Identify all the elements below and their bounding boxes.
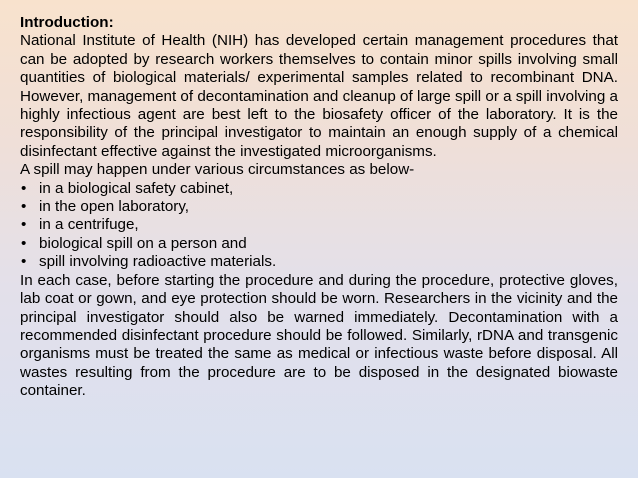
list-item	[20, 253, 618, 271]
list-item	[20, 180, 618, 198]
procedure-paragraph: In each case, before starting the procedure and during the procedure, protective gloves, lab coat or gown, and eye protection should be worn. Researchers in the vicinity and the principal investigator should also be warned immediately. Decontamination with a recommended disinfectant procedure should be followed. Similarly, rDNA and transgenic organisms must be treated the same as medical or infectious waste before disposal. All wastes resulting from the procedure are to be disposed in the designated biowaste container.	[20, 271, 618, 400]
bullet-icon: •	[21, 234, 27, 252]
bullet-icon: •	[21, 216, 27, 234]
bullet-icon: •	[21, 198, 27, 216]
slide-content	[20, 14, 618, 401]
list-item-text: in a biological safety cabinet,	[39, 179, 234, 197]
bullet-icon: •	[21, 179, 27, 197]
list-item	[20, 216, 618, 234]
list-item-text: in the open laboratory,	[39, 198, 190, 216]
list-item	[20, 198, 618, 216]
spill-circumstances-list	[20, 180, 618, 272]
bullet-icon: •	[21, 253, 27, 271]
slide-heading: Introduction:	[20, 14, 114, 31]
list-item	[20, 235, 618, 253]
list-item-text: in a centrifuge,	[39, 216, 139, 234]
list-item-text: biological spill on a person and	[39, 234, 247, 252]
intro-paragraph: National Institute of Health (NIH) has developed certain management procedures that can be adopted by research workers themselves to contain minor spills involving small quantities of biological materials/ experimental samples related to recombinant DNA. However, management of decontamination and cleanup of large spill or a spill involving a highly infectious agent are best left to the biosafety officer of the laboratory. It is the responsibility of the principal investigator to maintain an enough supply of a chemical disinfectant effective against the investigated microorganisms.	[20, 32, 618, 160]
list-item-text: spill involving radioactive materials.	[39, 253, 277, 271]
list-intro: A spill may happen under various circumstances as below-	[20, 161, 415, 179]
